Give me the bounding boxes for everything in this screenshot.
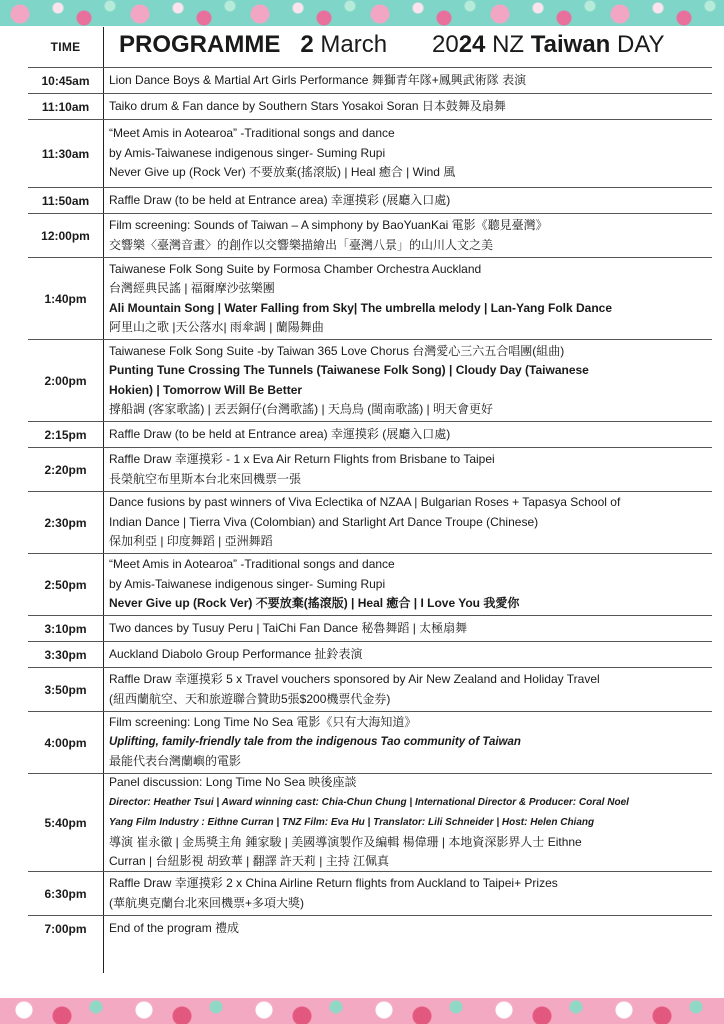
- programme-word: PROGRAMME: [119, 31, 281, 58]
- floral-banner-top: [0, 0, 724, 26]
- description-line: Raffle Draw (to be held at Entrance area) 幸運摸彩 (展廳入口處): [109, 192, 451, 207]
- row-description: [103, 258, 712, 339]
- schedule-row: [28, 773, 712, 871]
- description-line: Yang Film Industry : Eithne Curran | TNZ Film: Eva Hu | Translator: Lili Schneider | Host: Helen Chiang: [109, 816, 595, 828]
- taiwan-label: Taiwan: [530, 31, 611, 58]
- description-line: Taiko drum & Fan dance by Southern Stars Yosakoi Soran 日本鼓舞及扇舞: [109, 98, 506, 113]
- row-time: 1:40pm: [44, 291, 87, 306]
- schedule-row: [28, 421, 712, 447]
- schedule-row: [28, 667, 712, 711]
- programme-title: [119, 31, 387, 59]
- schedule-row: [28, 257, 712, 339]
- schedule-row: [28, 67, 712, 93]
- description-line: Auckland Diabolo Group Performance 扯鈴表演: [109, 646, 363, 661]
- description-line: Taiwanese Folk Song Suite by Formosa Chamber Orchestra Auckland: [109, 261, 482, 276]
- description-line: Punting Tune Crossing The Tunnels (Taiwanese Folk Song) | Cloudy Day (Taiwanese: [109, 363, 589, 377]
- schedule-row: [28, 553, 712, 615]
- schedule-row: [28, 119, 712, 187]
- schedule-row: [28, 93, 712, 119]
- row-time: 2:00pm: [44, 373, 87, 388]
- row-time: 7:00pm: [44, 921, 87, 936]
- day-label: DAY: [617, 31, 665, 58]
- description-line: by Amis-Taiwanese indigenous singer- Suming Rupi: [109, 145, 386, 160]
- row-time: 12:00pm: [41, 228, 90, 243]
- schedule-row: [28, 213, 712, 257]
- schedule-row: [28, 491, 712, 553]
- description-line: Panel discussion: Long Time No Sea 映後座談: [109, 775, 357, 790]
- description-line: End of the program 禮成: [109, 920, 240, 935]
- description-line: Raffle Draw 幸運摸彩 5 x Travel vouchers sponsored by Air New Zealand and Holiday Travel: [109, 672, 600, 686]
- row-time: 2:30pm: [44, 515, 87, 530]
- description-line: Film screening: Sounds of Taiwan – A simphony by BaoYuanKai 電影《聽見臺灣》: [109, 218, 548, 232]
- description-line: Dance fusions by past winners of Viva Eclectika of NZAA | Bulgarian Roses + Tapasya School of: [109, 495, 621, 510]
- row-description: [103, 774, 712, 871]
- description-line: by Amis-Taiwanese indigenous singer- Suming Rupi: [109, 576, 386, 591]
- row-time: 3:50pm: [44, 682, 87, 697]
- year-suffix: 24: [458, 31, 486, 58]
- description-line: “Meet Amis in Aotearoa” -Traditional songs and dance: [109, 126, 395, 141]
- description-line: Never Give up (Rock Ver) 不要放棄(搖滾版) | Heal 癒合 | I Love You 我愛你: [109, 596, 520, 611]
- schedule-row: [28, 615, 712, 641]
- row-time: 11:10am: [41, 99, 90, 114]
- description-line: Raffle Draw 幸運摸彩 2 x China Airline Return flights from Auckland to Taipei+ Prizes: [109, 876, 558, 890]
- row-description: [103, 68, 712, 93]
- row-time: 11:50am: [41, 193, 90, 208]
- description-line: 台灣經典民謠 | 福爾摩沙弦樂團: [109, 281, 275, 295]
- description-line: Director: Heather Tsui | Award winning cast: Chia-Chun Chung | International Director & Producer: Coral Noel: [109, 796, 629, 808]
- row-time: 11:30am: [41, 146, 90, 161]
- row-description: [103, 616, 712, 641]
- description-line: Two dances by Tusuy Peru | TaiChi Fan Dance 秘魯舞蹈 | 太極扇舞: [109, 620, 468, 635]
- row-description: [103, 188, 712, 213]
- description-line: 保加利亞 | 印度舞蹈 | 亞洲舞蹈: [109, 534, 273, 549]
- row-description: [103, 916, 712, 941]
- schedule-row: [28, 447, 712, 491]
- description-line: (華航奧克蘭台北來回機票+多項大獎): [109, 895, 305, 910]
- row-description: [103, 120, 712, 187]
- schedule-row: [28, 711, 712, 773]
- programme-sheet: [28, 27, 712, 997]
- floral-banner-bottom: [0, 998, 724, 1024]
- description-line: Never Give up (Rock Ver) 不要放棄(搖滾版) | Heal 癒合 | Wind 風: [109, 165, 456, 180]
- row-description: [103, 448, 712, 491]
- day-number: 2: [300, 31, 314, 58]
- schedule-table: [28, 67, 712, 941]
- nz-label: NZ: [492, 31, 525, 58]
- row-time: 6:30pm: [44, 886, 87, 901]
- description-line: “Meet Amis in Aotearoa” -Traditional songs and dance: [109, 557, 395, 572]
- description-line: Raffle Draw 幸運摸彩 - 1 x Eva Air Return Flights from Brisbane to Taipei: [109, 452, 495, 466]
- row-time: 2:20pm: [44, 462, 87, 477]
- schedule-row: [28, 187, 712, 213]
- description-line: 阿里山之歌 |天公落水| 雨傘調 | 蘭陽舞曲: [109, 320, 324, 334]
- row-description: [103, 214, 712, 257]
- description-line: 長榮航空布里斯本台北來回機票一張: [109, 471, 302, 486]
- description-line: (紐西蘭航空、天和旅遊聯合贊助5張$200機票代金券): [109, 691, 391, 706]
- row-time: 4:00pm: [44, 735, 87, 750]
- schedule-row: [28, 339, 712, 421]
- description-line: Raffle Draw (to be held at Entrance area) 幸運摸彩 (展廳入口處): [109, 426, 451, 441]
- time-column-header: TIME: [50, 40, 81, 54]
- row-time: 3:10pm: [44, 621, 87, 636]
- row-time: 2:50pm: [44, 577, 87, 592]
- description-line: Taiwanese Folk Song Suite -by Taiwan 365 Love Chorus 台灣愛心三六五合唱團(組曲): [109, 343, 565, 358]
- description-line: Hokien) | Tomorrow Will Be Better: [109, 382, 303, 397]
- row-time: 2:15pm: [44, 427, 87, 442]
- programme-header: [28, 27, 712, 67]
- description-line: 撐船調 (客家歌謠) | 丟丟銅仔(台灣歌謠) | 天烏烏 (閩南歌謠) | 明天會更好: [109, 402, 494, 416]
- event-title: [432, 31, 665, 59]
- row-description: [103, 712, 712, 773]
- schedule-row: [28, 641, 712, 667]
- description-line: Uplifting, family-friendly tale from the indigenous Tao community of Taiwan: [109, 735, 521, 748]
- row-description: [103, 872, 712, 915]
- schedule-row: [28, 915, 712, 941]
- description-line: 最能代表台灣蘭嶼的電影: [109, 754, 242, 769]
- description-line: Ali Mountain Song | Water Falling from Sky| The umbrella melody | Lan-Yang Folk Dance: [109, 300, 613, 315]
- row-description: [103, 492, 712, 553]
- year-prefix: 20: [432, 31, 459, 58]
- description-line: Curran | 台紐影視 胡致華 | 翻譯 許天莉 | 主持 江佩真: [109, 854, 390, 869]
- row-description: [103, 554, 712, 615]
- month: March: [320, 31, 388, 58]
- row-time: 3:30pm: [44, 647, 87, 662]
- row-time: 5:40pm: [44, 815, 87, 830]
- schedule-row: [28, 871, 712, 915]
- row-description: [103, 642, 712, 667]
- description-line: Lion Dance Boys & Martial Art Girls Performance 舞獅青年隊+鳳興武術隊 表演: [109, 72, 527, 87]
- description-line: Film screening: Long Time No Sea 電影《只有大海知道》: [109, 715, 417, 730]
- row-description: [103, 422, 712, 447]
- row-description: [103, 94, 712, 119]
- row-description: [103, 668, 712, 711]
- description-line: 交響樂〈臺灣音畫〉的創作以交響樂描繪出「臺灣八景」的山川人文之美: [109, 237, 494, 252]
- row-time: 10:45am: [41, 73, 90, 88]
- row-description: [103, 340, 712, 421]
- description-line: 導演 崔永徽 | 金馬獎主角 鍾家駿 | 美國導演製作及編輯 楊偉珊 | 本地資深影界人士 Eithne: [109, 834, 582, 849]
- description-line: Indian Dance | Tierra Viva (Colombian) and Starlight Art Dance Troupe (Chinese): [109, 514, 539, 529]
